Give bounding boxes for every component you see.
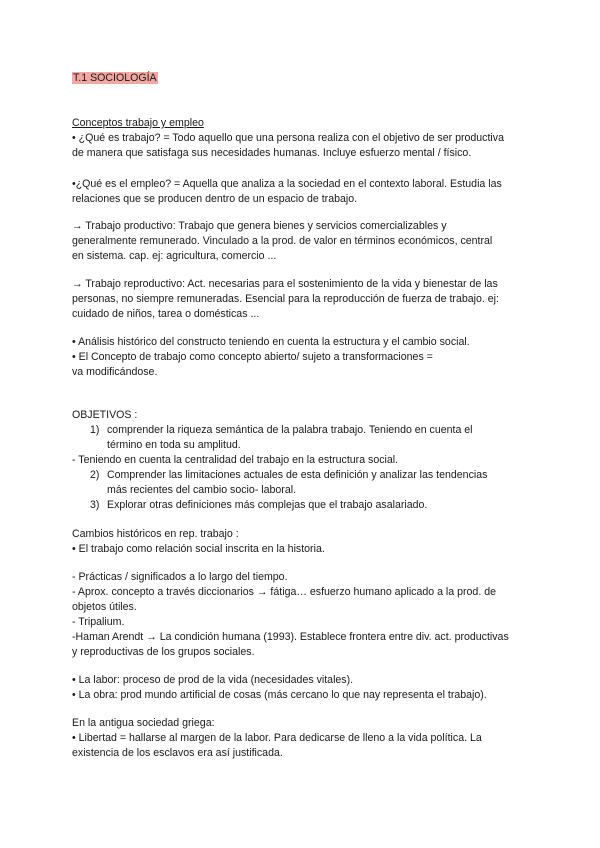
text-line: • ¿Qué es trabajo? = Todo aquello que una persona realiza con el objetivo de ser productiva	[72, 132, 504, 144]
text-line: → Trabajo productivo: Trabajo que genera bienes y servicios comercializables y	[72, 220, 447, 232]
text-line: cuidado de niños, tarea o domésticas ...	[72, 308, 260, 320]
text-line: - Tripalium.	[72, 616, 125, 628]
text-line: -Haman Arendt → La condición humana (1993). Establece frontera entre div. act. productivas	[72, 631, 509, 643]
text-line: • La obra: prod mundo artificial de cosas (más cercano lo que nay representa el trabajo).	[72, 689, 487, 701]
text-line: relaciones que se producen dentro de un espacio de trabajo.	[72, 193, 358, 205]
text-line: → Trabajo reproductivo: Act. necesarias para el sostenimiento de la vida y bienestar de las	[72, 278, 498, 290]
list-item-text: más recientes del cambio socio- laboral.	[107, 484, 297, 496]
text-line: objetos útiles.	[72, 601, 137, 613]
text-line: • Análisis histórico del constructo teniendo en cuenta la estructura y el cambio social.	[72, 336, 470, 348]
text-line: va modificándose.	[72, 366, 158, 378]
text-line: personas, no siempre remuneradas. Esencial para la reproducción de fuerza de trabajo. ej:	[72, 293, 499, 305]
section-heading-cambios: Cambios históricos en rep. trabajo :	[72, 528, 239, 540]
page-title: T.1 SOCIOLOGÍA	[73, 72, 157, 84]
text-line: existencia de los esclavos era así justificada.	[72, 747, 283, 759]
list-number: 1)	[90, 424, 100, 436]
text-line: de manera que satisfaga sus necesidades humanas. Incluye esfuerzo mental / físico.	[72, 147, 472, 159]
text-line: • El trabajo como relación social inscrita en la historia.	[72, 543, 325, 555]
list-number: 2)	[90, 469, 100, 481]
text-line: • Libertad = hallarse al margen de la labor. Para dedicarse de lleno a la vida política. La	[72, 732, 482, 744]
text-line: y reproductivas de los grupos sociales.	[72, 646, 255, 658]
list-item-text: Explorar otras definiciones más complejas que el trabajo asalariado.	[107, 499, 428, 511]
text-line: • La labor: proceso de prod de la vida (necesidades vitales).	[72, 674, 354, 686]
text-line: generalmente remunerado. Vinculado a la prod. de valor en términos económicos, central	[72, 235, 493, 247]
list-number: 3)	[90, 499, 100, 511]
text-line: - Prácticas / significados a lo largo del tiempo.	[72, 571, 288, 583]
section-heading-conceptos: Conceptos trabajo y empleo	[72, 117, 204, 129]
page-title-line	[72, 71, 158, 87]
list-item-text: Comprender las limitaciones actuales de esta definición y analizar las tendencias	[107, 469, 488, 481]
section-heading-griega: En la antigua sociedad griega:	[72, 717, 215, 729]
section-heading-objetivos: OBJETIVOS :	[72, 409, 138, 421]
text-line: •¿Qué es el empleo? = Aquella que analiza a la sociedad en el contexto laboral. Estudia las	[72, 178, 502, 190]
list-item-text: término en toda su amplitud.	[107, 439, 241, 451]
text-line: en sistema. cap. ej: agricultura, comercio ...	[72, 250, 277, 262]
text-line: - Aprox. concepto a través diccionarios → fátiga… esfuerzo humano aplicado a la prod. de	[72, 586, 496, 598]
list-item-text: comprender la riqueza semántica de la palabra trabajo. Teniendo en cuenta el	[107, 424, 473, 436]
text-line: • El Concepto de trabajo como concepto abierto/ sujeto a transformaciones =	[72, 351, 433, 363]
list-item-text: - Teniendo en cuenta la centralidad del trabajo en la estructura social.	[72, 454, 399, 466]
